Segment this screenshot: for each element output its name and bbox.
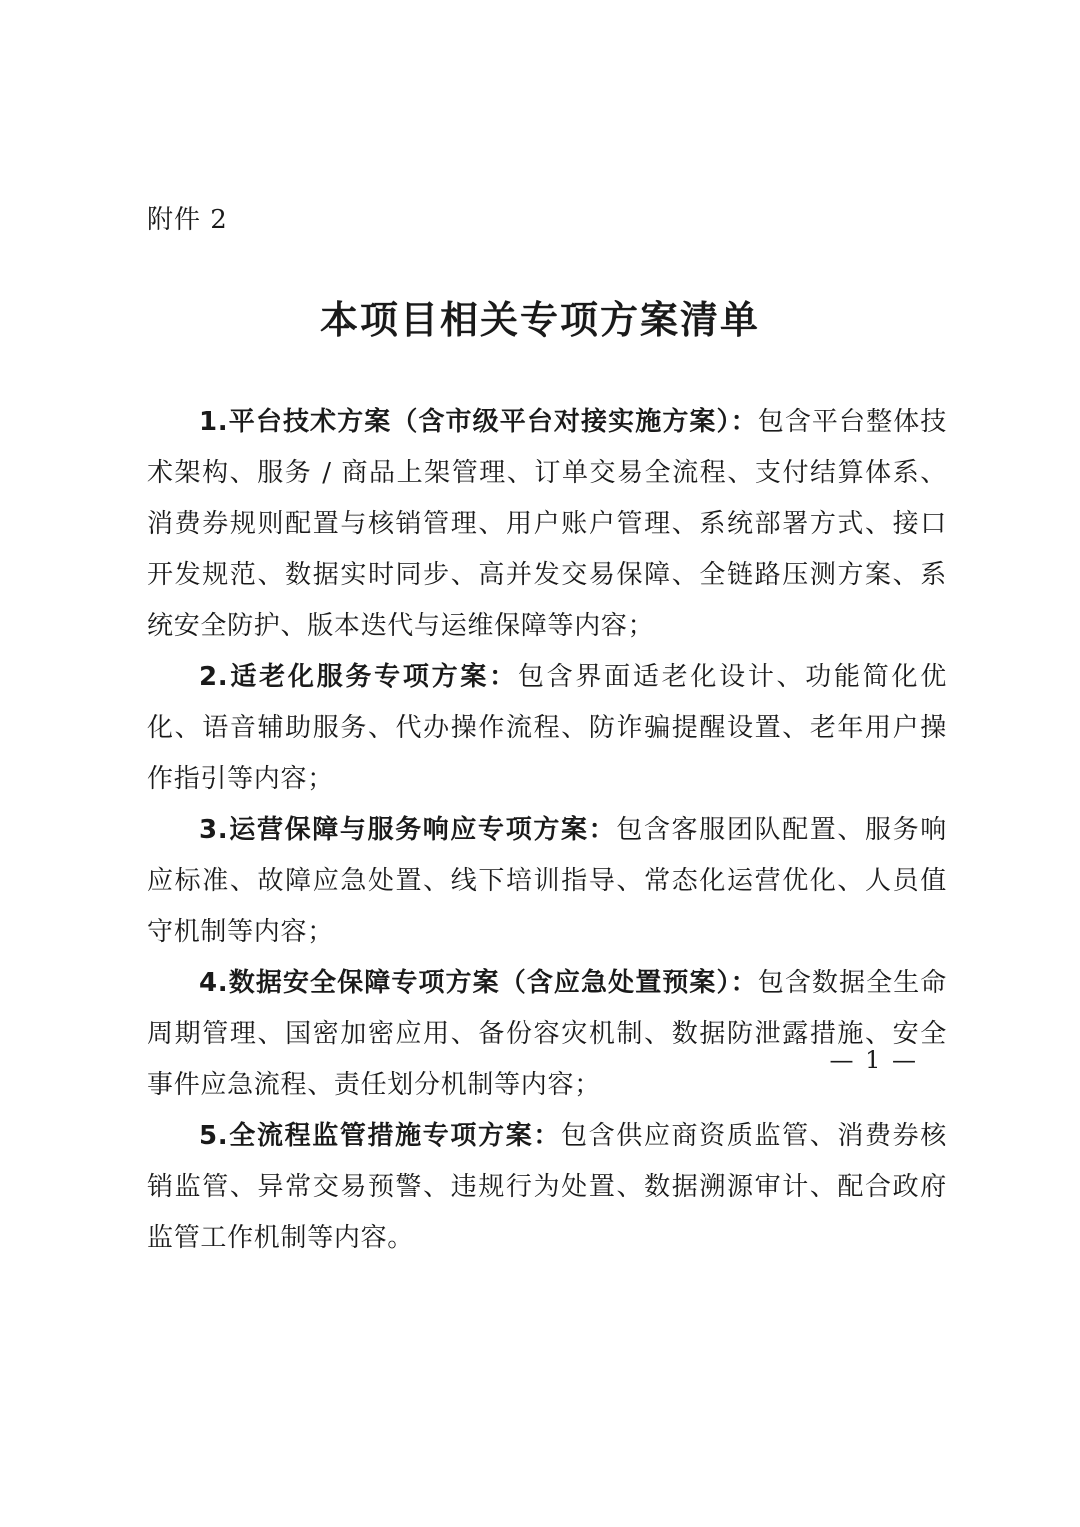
item-text: 包含供应商资质监管、消费券核销监管、异常交易预警、违规行为处置、数据溯源审计、配合政府监管工作机制等内容。 [147, 1121, 947, 1253]
list-item [147, 652, 947, 805]
list-item [147, 1111, 947, 1264]
item-heading: 4.数据安全保障专项方案（含应急处置预案）： [199, 968, 758, 998]
list-item [147, 397, 947, 652]
attachment-label: 附件 2 [147, 205, 228, 235]
list-item [147, 805, 947, 958]
item-heading: 5.全流程监管措施专项方案： [199, 1121, 561, 1151]
item-heading: 1.平台技术方案（含市级平台对接实施方案）： [199, 407, 758, 437]
item-heading: 3.运营保障与服务响应专项方案： [199, 815, 617, 845]
item-heading: 2.适老化服务专项方案： [199, 662, 518, 692]
item-text: 包含数据全生命周期管理、国密加密应用、备份容灾机制、数据防泄露措施、安全事件应急流程、责任划分机制等内容； [147, 968, 948, 1100]
list-item [147, 958, 947, 1111]
page-number: — 1 — [829, 1046, 918, 1074]
document-body [147, 397, 947, 1264]
item-text: 包含界面适老化设计、功能简化优化、语音辅助服务、代办操作流程、防诈骗提醒设置、老年用户操作指引等内容； [147, 662, 947, 794]
item-text: 包含客服团队配置、服务响应标准、故障应急处置、线下培训指导、常态化运营优化、人员值守机制等内容； [147, 815, 947, 947]
document-title: 本项目相关专项方案清单 [319, 297, 760, 342]
item-text: 包含平台整体技术架构、服务 / 商品上架管理、订单交易全流程、支付结算体系、消费券规则配置与核销管理、用户账户管理、系统部署方式、接口开发规范、数据实时同步、高并发交易保障、全链路压测方案、系统安全防护、版本迭代与运维保障等内容； [147, 407, 948, 641]
